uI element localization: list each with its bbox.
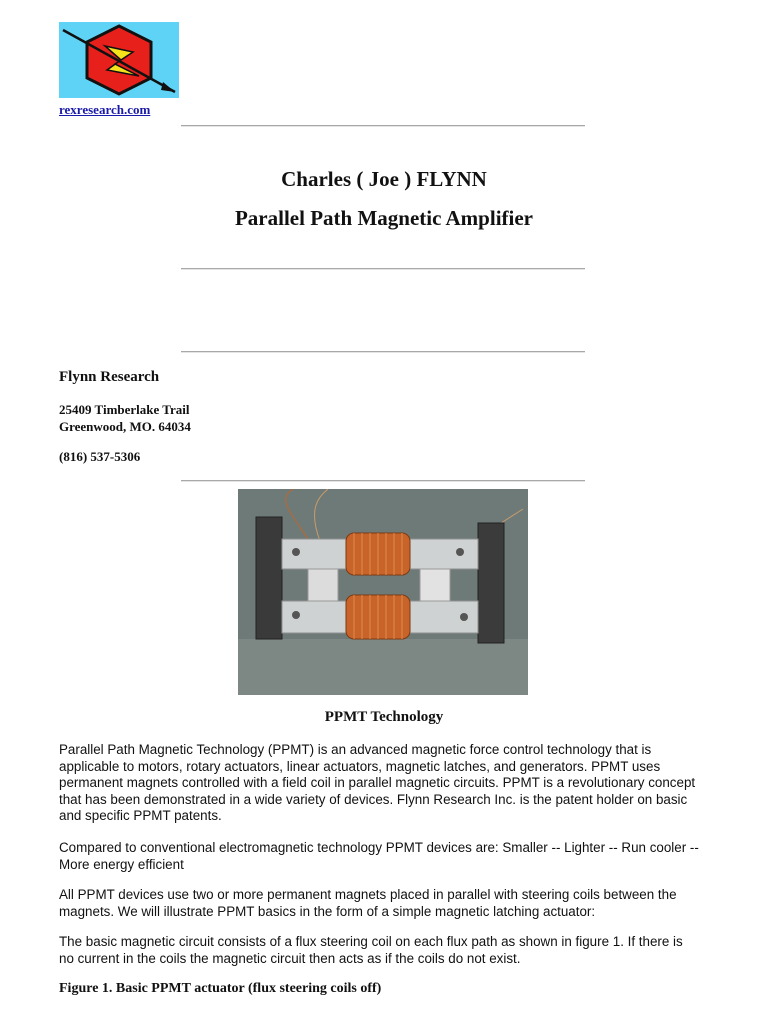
author-name: Charles ( Joe ) FLYNN [281, 167, 487, 191]
site-link[interactable]: rexresearch.com [59, 102, 151, 117]
divider [181, 125, 585, 127]
photo-caption: PPMT Technology [324, 709, 444, 725]
ppmt-device-photo [238, 489, 528, 695]
page-title: Parallel Path Magnetic Amplifier [234, 206, 533, 230]
street-address: 25409 Timberlake Trail [59, 402, 190, 417]
site-logo[interactable] [59, 22, 179, 98]
divider [181, 268, 585, 270]
paragraph-basics: All PPMT devices use two or more permanent magnets placed in parallel with steering coils between the magnets. We will illustrate PPMT basics in the form of a simple magnetic latching actuator: [59, 887, 677, 919]
city-address: Greenwood, MO. 64034 [59, 419, 191, 434]
lightning-hexagon-icon [59, 22, 179, 98]
paragraph-comparison: Compared to conventional electromagnetic technology PPMT devices are: Smaller -- Lighter -- Run cooler -- More energy efficient [59, 840, 699, 872]
paragraph-circuit: The basic magnetic circuit consists of a flux steering coil on each flux path as shown in figure 1. If there is no current in the coils the magnetic circuit then acts as if the coils do not exist. [59, 934, 683, 966]
figure-caption: Figure 1. Basic PPMT actuator (flux steering coils off) [59, 981, 382, 996]
phone-number: (816) 537-5306 [59, 449, 141, 464]
divider [181, 351, 585, 353]
device-photo [238, 489, 528, 695]
divider [181, 480, 585, 482]
paragraph-intro: Parallel Path Magnetic Technology (PPMT) is an advanced magnetic force control technology that is applicable to motors, rotary actuators, linear actuators, magnetic latches, and generators. PPMT uses permanent magnets controlled with a field coil in parallel magnetic circuits. PPMT is a revolutionary concept that has been demonstrated in a wide variety of devices. Flynn Research Inc. is the patent holder on basic and specific PPMT patents. [59, 742, 696, 823]
organization-name: Flynn Research [59, 369, 160, 385]
